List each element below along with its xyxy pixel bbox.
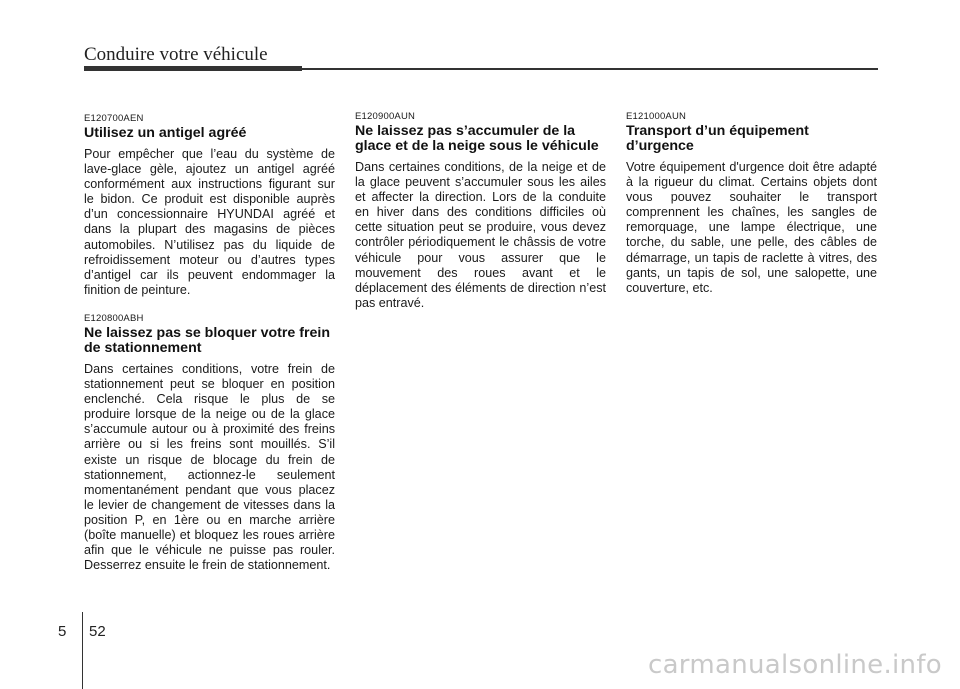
section-body: Votre équipement d'urgence doit être adapté à la rigueur du climat. Certains objets dont vous pouvez souhaiter le transport comprennent les chaînes, les sangles de remorquage, une lampe électrique, une torche, du sable, une pelle, des câbles de démarrage, un tapis de raclette à vitres, des gants, un tapis de sol, une salopette, une couverture, etc. [626, 160, 877, 295]
section-code: E121000AUN [626, 111, 687, 122]
column-2 [355, 113, 606, 311]
section-heading: Ne laissez pas s’accumuler de la glace et de la neige sous le véhicule [355, 123, 599, 154]
section-body: Pour empêcher que l’eau du système de lave-glace gèle, ajoutez un antigel agréé conformément aux instructions figurant sur le bidon. Ce produit est disponible auprès d’un concessionnaire HYUNDAI agréé et dans la plupart des magasins de pièces automobiles. N’utilisez pas du liquide de refroidissement moteur ou d’autres types d’antigel car ils peuvent endommager la finition de peinture. [84, 147, 335, 297]
section-heading: Transport d’un équipement d’urgence [626, 123, 809, 154]
section-code: E120700AEN [84, 113, 144, 124]
footer-divider [82, 612, 83, 689]
page-header-title: Conduire votre véhicule [84, 44, 268, 65]
section-code: E120800ABH [84, 312, 144, 324]
section-frein-stationnement [84, 313, 335, 573]
column-1 [84, 113, 335, 573]
section-glace-neige [355, 111, 606, 311]
section-body: Dans certaines conditions, de la neige et de la glace peuvent s’accumuler sous les ailes et affecter la direction. Lors de la conduite en hiver dans des conditions difficiles où cette situation peut se produire, vous devez contrôler périodiquement le châssis de votre véhicule pour vous assurer que le mouvement des roues avant et le déplacement des éléments de direction n’est pas entravé. [355, 160, 606, 310]
footer-page-number: 52 [89, 623, 106, 640]
section-code: E120900AUN [355, 111, 416, 122]
watermark-text: carmanualsonline.info [647, 650, 942, 680]
header-rule-thick [84, 66, 302, 71]
section-heading: Utilisez un antigel agréé [84, 125, 247, 141]
column-3 [626, 113, 877, 296]
header-rule-thin [302, 68, 878, 70]
section-equipement-urgence [626, 111, 877, 296]
section-antigel [84, 113, 335, 298]
footer-chapter-number: 5 [58, 623, 67, 640]
section-heading: Ne laissez pas se bloquer votre frein de stationnement [84, 324, 331, 356]
section-body: Dans certaines conditions, votre frein de stationnement peut se bloquer en position enclenché. Cela risque le plus de se produire lorsque de la neige ou de la glace s’accumule autour ou à proximité des freins arrière ou si les freins sont mouillés. S’il existe un risque de blocage du frein de stationnement, actionnez-le seulement momentanément pendant que vous placez le levier de changement de vitesses dans la position P, en 1ère ou en marche arrière (boîte manuelle) et bloquez les roues arrière afin que le véhicule ne puisse pas rouler. Desserrez ensuite le frein de stationnement. [84, 361, 335, 573]
